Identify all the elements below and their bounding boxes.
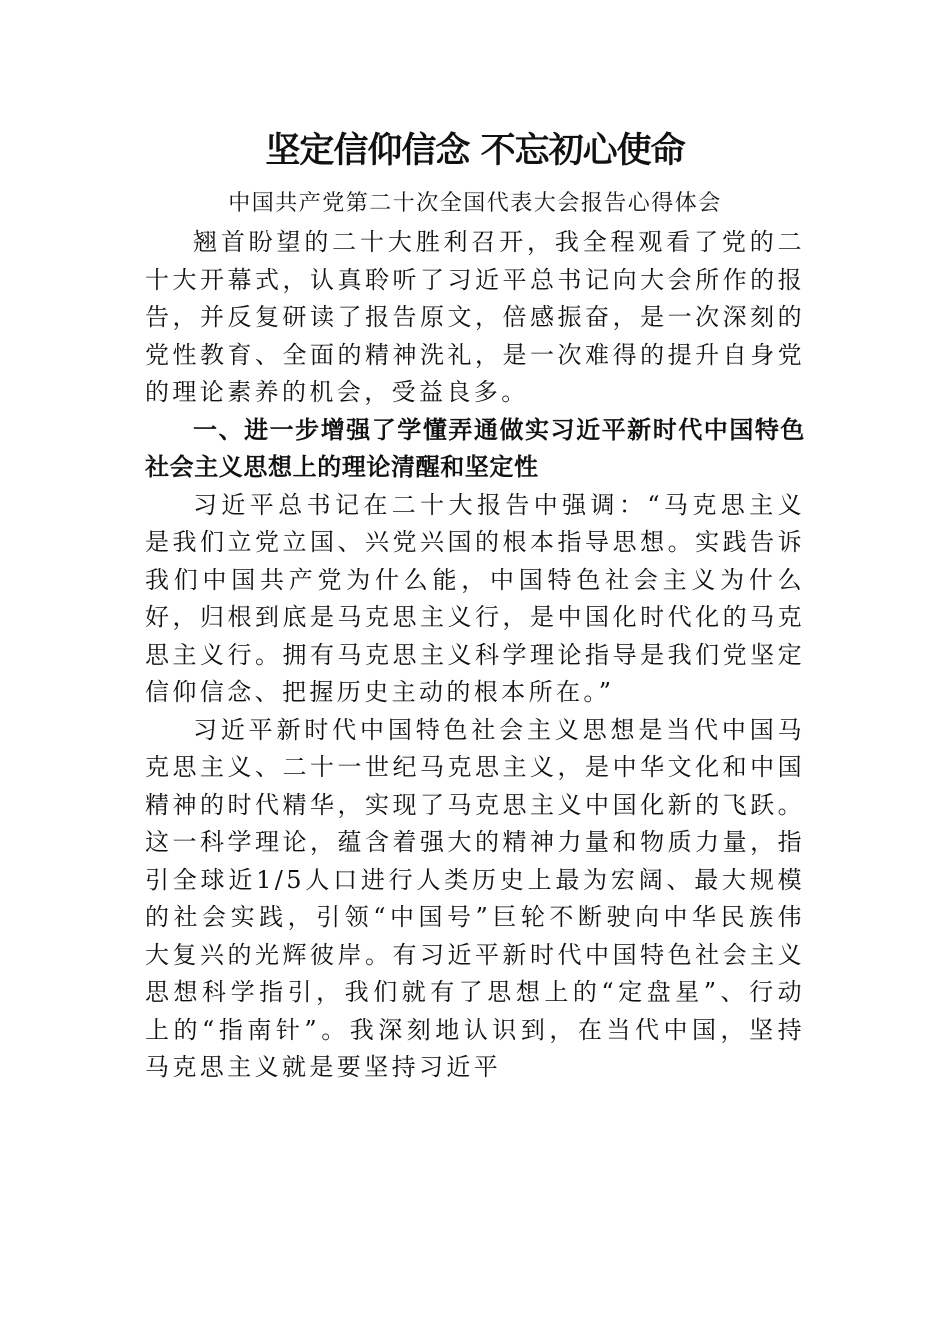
- paragraph-quote: 习近平总书记在二十大报告中强调：“马克思主义是我们立党立国、兴党兴国的根本指导思想。实践告诉我们中国共产党为什么能，中国特色社会主义为什么好，归根到底是马克思主义行，是中国化时代化的马克思主义行。拥有马克思主义科学理论指导是我们党坚定信仰信念、把握历史主动的根本所在。”: [145, 490, 805, 706]
- document-title: 坚定信仰信念 不忘初心使命: [265, 131, 685, 171]
- paragraph-intro: 翘首盼望的二十大胜利召开，我全程观看了党的二十大开幕式，认真聆听了习近平总书记向大会所作的报告，并反复研读了报告原文，倍感振奋，是一次深刻的党性教育、全面的精神洗礼，是一次难得的提升自身党的理论素养的机会，受益良多。: [145, 228, 805, 406]
- document-body: [145, 224, 805, 1087]
- paragraph-thought: 习近平新时代中国特色社会主义思想是当代中国马克思主义、二十一世纪马克思主义，是中华文化和中国精神的时代精华，实现了马克思主义中国化新的飞跃。这一科学理论，蕴含着强大的精神力量和物质力量，指引全球近1/5人口进行人类历史上最为宏阔、最大规模的社会实践，引领“中国号”巨轮不断驶向中华民族伟大复兴的光辉彼岸。有习近平新时代中国特色社会主义思想科学指引，我们就有了思想上的“定盘星”、行动上的“指南针”。我深刻地认识到，在当代中国，坚持马克思主义就是要坚持习近平: [145, 715, 805, 1081]
- document-subtitle: 中国共产党第二十次全国代表大会报告心得体会: [228, 191, 722, 216]
- section-heading-1: 一、进一步增强了学懂弄通做实习近平新时代中国特色社会主义思想上的理论清醒和坚定性: [145, 415, 805, 481]
